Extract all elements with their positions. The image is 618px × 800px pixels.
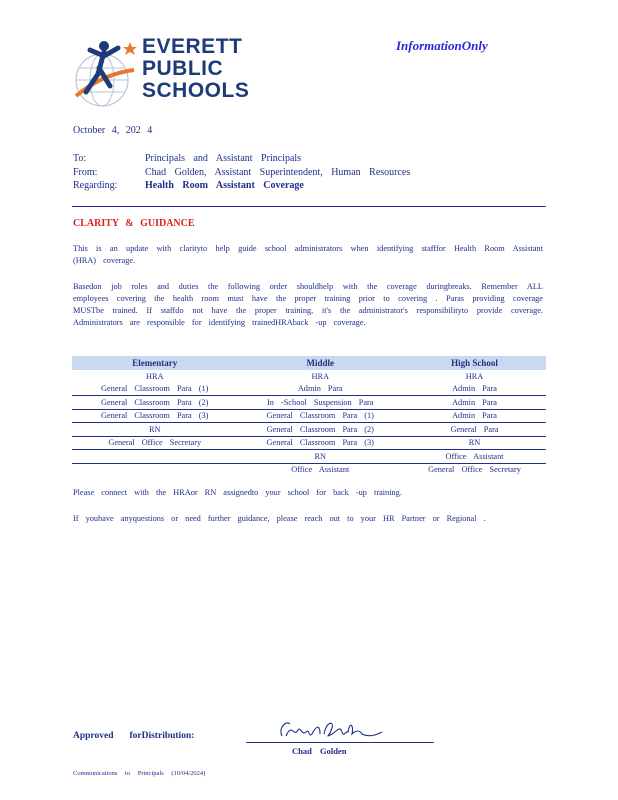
globe-runner-icon (72, 34, 142, 112)
table-cell: General Classroom Para (2) (238, 423, 404, 437)
table-cell: Admin Para (238, 383, 404, 396)
table-row (72, 423, 546, 437)
memo-date: October 4, 202 4 (73, 125, 153, 136)
table-row (72, 396, 546, 410)
signer-name: Chad Golden (292, 746, 347, 756)
table-cell: General Classroom Para (3) (72, 409, 238, 423)
regarding-label: Regarding: (73, 180, 118, 191)
table-row (72, 409, 546, 423)
coverage-table (72, 356, 546, 476)
approval-label (73, 731, 194, 741)
table-cell: General Office Secretary (428, 465, 521, 475)
table-cell: Admin Para (403, 383, 546, 396)
to-label: To: (73, 153, 87, 164)
header-elementary: Elementary (72, 356, 238, 370)
training-paragraph: Please connect with the HRAor RN assignedto your school for back -up training. (73, 488, 402, 497)
table-cell: Admin Para (403, 409, 546, 423)
table-cell: Admin Para (403, 396, 546, 410)
intro-paragraph: This is an update with clarityto help guide school administrators when identifying stafffor Health Room Assistant (HRA) coverage. (73, 244, 543, 265)
table-cell: General Para (403, 423, 546, 437)
regarding-value: Health Room Assistant Coverage (145, 180, 304, 191)
footer-note: Communications to Principals (10/04/2024) (73, 770, 206, 777)
header-high-school: High School (403, 356, 546, 370)
table-cell: Office Assistant (403, 450, 546, 464)
table-cell: HRA (145, 371, 164, 381)
approved-text: Approved (73, 731, 114, 741)
information-only-banner: InformationOnly (396, 38, 488, 53)
table-cell: General Classroom Para (1) (238, 409, 404, 423)
table-cell: RN (403, 436, 546, 450)
signature-line (246, 742, 434, 743)
table-cell: Office Assistant (291, 465, 350, 475)
table-row (72, 370, 546, 383)
table-cell: General Classroom Para (2) (72, 396, 238, 410)
regarding-row (73, 179, 410, 193)
table-row (72, 450, 546, 464)
table-cell: General Classroom Para (1) (72, 383, 238, 396)
to-value: Principals and Assistant Principals (145, 153, 302, 164)
from-row (73, 166, 410, 180)
logo-wordmark: EVERETT PUBLIC SCHOOLS (142, 35, 250, 102)
section-title: CLARITY & GUIDANCE (73, 218, 195, 229)
table-cell: General Office Secretary (72, 436, 238, 450)
to-row (73, 152, 410, 166)
table-cell (72, 450, 238, 464)
district-logo (72, 34, 252, 112)
table-header-row (72, 356, 546, 370)
header-divider (72, 206, 546, 207)
from-label: From: (73, 166, 98, 178)
table-cell (72, 463, 238, 476)
from-value: Chad Golden, Assistant Superintendent, Human Resources (145, 166, 411, 178)
table-cell: RN (238, 450, 404, 464)
table-cell: RN (72, 423, 238, 437)
guidance-paragraph: Basedon job roles and duties the following order shouldhelp with the coverage duringbreaks. Remember ALL employees covering the health room must have the proper training prior to covering . Paras providing coverage MUSTbe trained. If staffdo not have the proper training, it's the administrator's responsibilityto provide coverage. Administrators are responsible for identifying trainedHRAback -up coverage. (73, 282, 543, 327)
memo-header (73, 152, 410, 193)
table-row (72, 383, 546, 396)
table-row (72, 463, 546, 476)
header-middle: Middle (238, 356, 404, 370)
table-cell: General Classroom Para (3) (238, 436, 404, 450)
table-cell: HRA (465, 371, 484, 381)
table-cell: HRA (311, 371, 330, 381)
table-row (72, 436, 546, 450)
questions-paragraph: If youhave anyquestions or need further guidance, please reach out to your HR Partner or Regional . (73, 514, 486, 523)
table-cell: In -School Suspension Para (238, 396, 404, 410)
for-distribution-text: forDistribution: (129, 731, 195, 741)
